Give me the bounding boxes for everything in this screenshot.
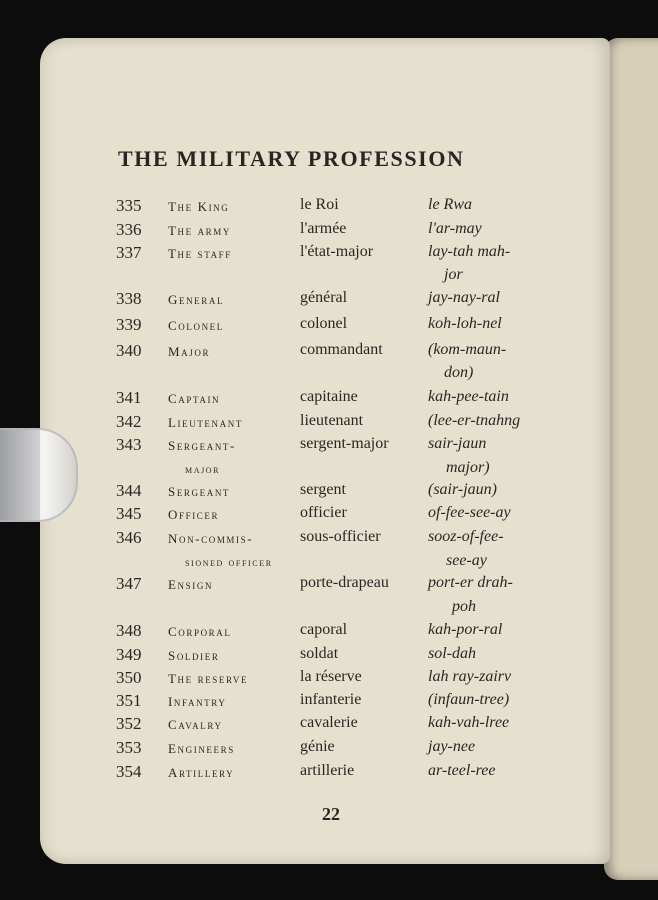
entry-number: 351 <box>116 691 142 710</box>
pronunciation: l'ar-may <box>428 220 482 237</box>
list-item <box>0 668 658 690</box>
pronunciation: (kom-maun- <box>428 341 507 358</box>
french-term: caporal <box>300 621 348 638</box>
list-item <box>0 481 658 503</box>
entry-number: 341 <box>116 388 142 407</box>
pronunciation: jay-nee <box>428 738 476 755</box>
list-item-continuation <box>0 552 658 574</box>
pronunciation: sair-jaun <box>428 435 487 452</box>
english-term: The King <box>168 199 230 214</box>
french-term: général <box>300 289 348 306</box>
entry-number: 337 <box>116 243 142 262</box>
french-term: porte-drapeau <box>300 574 389 591</box>
french-term: colonel <box>300 315 348 332</box>
pronunciation: koh-loh-nel <box>428 315 502 332</box>
list-item <box>0 435 658 457</box>
entry-number: 342 <box>116 412 142 431</box>
french-term: cavalerie <box>300 714 358 731</box>
pronunciation: (lee-er-tnahng <box>428 412 521 429</box>
french-term: la réserve <box>300 668 362 685</box>
list-item <box>0 341 658 363</box>
pronunciation: (sair-jaun) <box>428 481 498 498</box>
page-heading: THE MILITARY PROFESSION <box>118 146 465 171</box>
list-item <box>0 691 658 713</box>
french-term: capitaine <box>300 388 358 405</box>
french-term: l'état-major <box>300 243 374 260</box>
french-term: sergent-major <box>300 435 389 452</box>
entry-number: 353 <box>116 738 142 757</box>
list-item <box>0 196 658 218</box>
list-item-continuation <box>0 598 658 620</box>
french-term: l'armée <box>300 220 347 237</box>
list-item <box>0 574 658 596</box>
entry-number: 354 <box>116 762 142 781</box>
list-item <box>0 243 658 265</box>
pronunciation: jay-nay-ral <box>428 289 500 306</box>
english-term: Ensign <box>168 577 214 592</box>
entry-number: 338 <box>116 289 142 308</box>
pronunciation: (infaun-tree) <box>428 691 510 708</box>
english-term: Major <box>168 344 211 359</box>
french-term: lieutenant <box>300 412 364 429</box>
pronunciation-continuation: jor <box>444 266 463 283</box>
page-number: 22 <box>322 804 340 824</box>
french-term: officier <box>300 504 347 521</box>
english-term: Captain <box>168 391 221 406</box>
english-term: Artillery <box>168 765 235 780</box>
list-item <box>0 621 658 643</box>
french-term: commandant <box>300 341 383 358</box>
list-item-continuation <box>0 459 658 481</box>
french-term: génie <box>300 738 335 755</box>
english-term: Colonel <box>168 318 224 333</box>
entry-number: 347 <box>116 574 142 593</box>
english-term: Cavalry <box>168 717 223 732</box>
english-term: Corporal <box>168 624 232 639</box>
pronunciation-continuation: don) <box>444 364 474 381</box>
list-item <box>0 315 658 337</box>
pronunciation: lah ray-zairv <box>428 668 512 685</box>
pronunciation: kah-por-ral <box>428 621 503 638</box>
entry-number: 345 <box>116 504 142 523</box>
english-term: Engineers <box>168 741 235 756</box>
english-term: The army <box>168 223 231 238</box>
english-term: Sergeant <box>168 484 231 499</box>
french-term: soldat <box>300 645 339 662</box>
list-item-continuation <box>0 364 658 386</box>
entry-number: 348 <box>116 621 142 640</box>
list-item <box>0 738 658 760</box>
entry-number: 335 <box>116 196 142 215</box>
french-term: artillerie <box>300 762 355 779</box>
list-item <box>0 504 658 526</box>
french-term: sous-officier <box>300 528 381 545</box>
pronunciation: lay-tah mah- <box>428 243 511 260</box>
entry-number: 344 <box>116 481 142 500</box>
entry-number: 336 <box>116 220 142 239</box>
english-term: Non-commis- <box>168 531 254 546</box>
list-item <box>0 645 658 667</box>
entry-number: 346 <box>116 528 142 547</box>
entry-number: 340 <box>116 341 142 360</box>
english-term: Lieutenant <box>168 415 243 430</box>
french-term: le Roi <box>300 196 339 213</box>
english-term: The staff <box>168 246 232 261</box>
english-term: Officer <box>168 507 220 522</box>
english-term: Sergeant- <box>168 438 236 453</box>
list-item <box>0 289 658 311</box>
pronunciation: sooz-of-fee- <box>428 528 504 545</box>
pronunciation-continuation: major) <box>446 459 490 476</box>
french-term: infanterie <box>300 691 362 708</box>
list-item <box>0 714 658 736</box>
english-term: Soldier <box>168 648 220 663</box>
pronunciation: port-er drah- <box>428 574 513 591</box>
pronunciation: kah-pee-tain <box>428 388 509 405</box>
list-item <box>0 762 658 784</box>
entry-number: 352 <box>116 714 142 733</box>
list-item <box>0 220 658 242</box>
english-term-continuation: major <box>185 462 221 476</box>
english-term: General <box>168 292 225 307</box>
entry-number: 343 <box>116 435 142 454</box>
list-item-continuation <box>0 266 658 288</box>
list-item <box>0 412 658 434</box>
entry-number: 339 <box>116 315 142 334</box>
french-term: sergent <box>300 481 346 498</box>
pronunciation: kah-vah-lree <box>428 714 510 731</box>
pronunciation-continuation: poh <box>452 598 476 615</box>
pronunciation: le Rwa <box>428 196 472 213</box>
entry-number: 350 <box>116 668 142 687</box>
list-item <box>0 388 658 410</box>
list-item <box>0 528 658 550</box>
entry-number: 349 <box>116 645 142 664</box>
pronunciation-continuation: see-ay <box>446 552 487 569</box>
english-term: Infantry <box>168 694 227 709</box>
english-term: The reserve <box>168 671 249 686</box>
pronunciation: of-fee-see-ay <box>428 504 511 521</box>
pronunciation: sol-dah <box>428 645 476 662</box>
pronunciation: ar-teel-ree <box>428 762 496 779</box>
english-term-continuation: sioned officer <box>185 555 273 569</box>
